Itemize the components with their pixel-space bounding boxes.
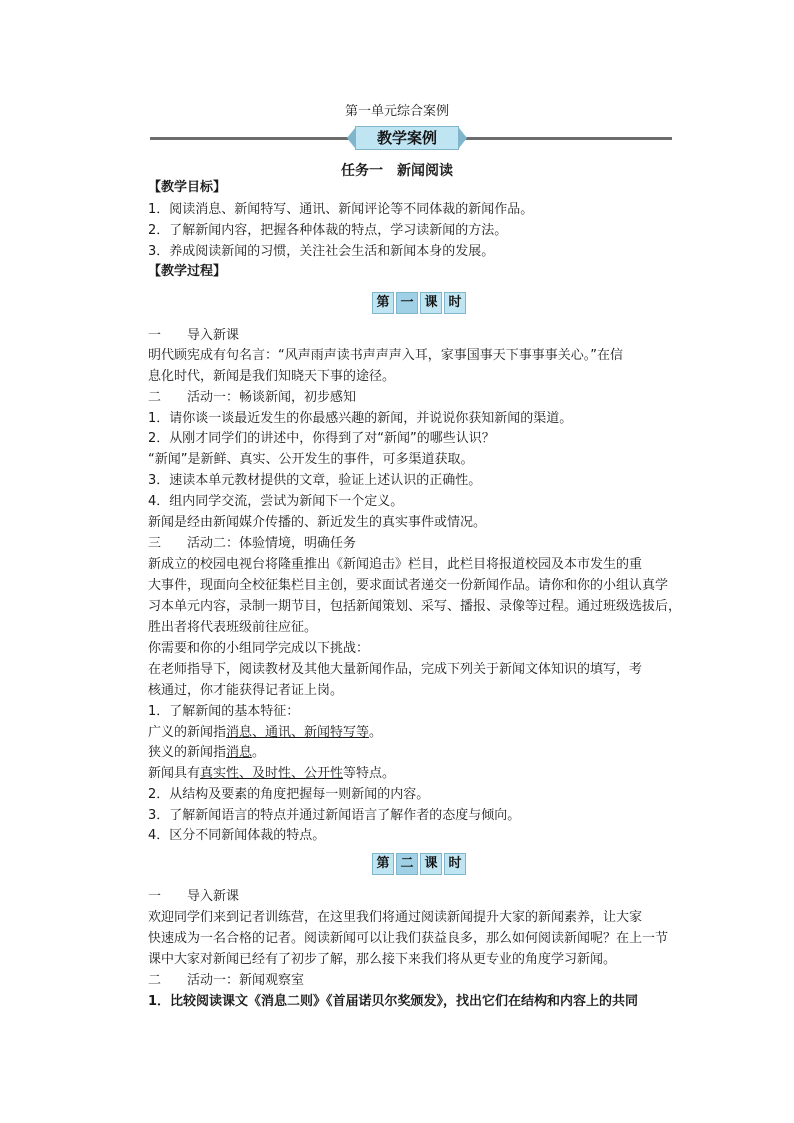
paragraph-line: 欢迎同学们来到记者训练营，在这里我们将通过阅读新闻提升大家的新闻素养，让大家 — [148, 910, 643, 925]
lesson-2-badge — [372, 853, 466, 875]
paragraph-line: 快速成为一名合格的记者。阅读新闻可以让我们获益良多，那么如何阅读新闻呢？在上一节 — [148, 931, 669, 946]
knowledge-item: 1．了解新闻的基本特征： — [148, 704, 300, 719]
knowledge-item: 4．区分不同新闻体裁的特点。 — [148, 828, 326, 843]
fill-in-prefix: 广义的新闻指 — [148, 725, 227, 740]
paragraph-line: 明代顾宪成有句名言：“风声雨声读书声声声入耳，家事国事天下事事事关心。”在信 — [148, 348, 623, 363]
lesson-badge-char: 时 — [444, 292, 466, 314]
banner-left-arrow — [347, 128, 355, 148]
lesson-badge-char: 一 — [396, 292, 418, 314]
fill-in-suffix: 。 — [252, 745, 266, 760]
paragraph-line: 新成立的校园电视台将隆重推出《新闻追击》栏目，此栏目将报道校园及本市发生的重 — [148, 557, 643, 572]
section-heading: 三 活动二：体验情境，明确任务 — [148, 536, 357, 551]
goals-heading: 【教学目标】 — [148, 180, 227, 195]
question-item: 1．比较阅读课文《消息二则》《首届诺贝尔奖颁发》，找出它们在结构和内容上的共同 — [148, 994, 639, 1009]
question-item: 1．请你谈一谈最近发生的你最感兴趣的新闻，并说说你获知新闻的渠道。 — [148, 411, 573, 426]
lesson-badge-char: 课 — [420, 853, 442, 875]
fill-in-answer: 消息 — [226, 745, 253, 760]
banner-right-arrow — [459, 128, 467, 148]
section-banner — [150, 126, 672, 152]
paragraph-line: 课中大家对新闻已经有了初步了解，那么接下来我们将从更专业的角度学习新闻。 — [148, 952, 617, 967]
task-title: 任务一 新闻阅读 — [341, 163, 453, 179]
lesson-badge-char: 第 — [372, 292, 394, 314]
knowledge-item: 3．了解新闻语言的特点并通过新闻语言了解作者的态度与倾向。 — [148, 808, 521, 823]
section-heading: 二 活动一：新闻观察室 — [148, 973, 305, 988]
fill-in-answer: 消息、通讯、新闻特写等 — [226, 725, 370, 740]
question-item: 3．速读本单元教材提供的文章，验证上述认识的正确性。 — [148, 473, 482, 488]
goal-item: 1．阅读消息、新闻特写、通讯、新闻评论等不同体裁的新闻作品。 — [148, 202, 534, 217]
section-heading: 二 活动一：畅谈新闻，初步感知 — [148, 390, 357, 405]
unit-title: 第一单元综合案例 — [344, 104, 449, 119]
fill-in-prefix: 新闻具有 — [148, 766, 201, 781]
lesson-badge-char: 二 — [396, 853, 418, 875]
paragraph-line: 核通过，你才能获得记者证上岗。 — [148, 683, 344, 698]
goal-item: 3．养成阅读新闻的习惯，关注社会生活和新闻本身的发展。 — [148, 244, 495, 259]
paragraph-line: 胜出者将代表班级前往应征。 — [148, 620, 318, 635]
lesson-badge-char: 时 — [444, 853, 466, 875]
paragraph-line: 大事件，现面向全校征集栏目主创，要求面试者递交一份新闻作品。请你和你的小组认真学 — [148, 578, 669, 593]
fill-in-suffix: 。 — [369, 725, 383, 740]
question-item: 2．从刚才同学们的讲述中，你得到了对“新闻”的哪些认识？ — [148, 431, 495, 446]
paragraph-line: 在老师指导下，阅读教材及其他大量新闻作品，完成下列关于新闻文体知识的填写，考 — [148, 662, 643, 677]
process-heading: 【教学过程】 — [148, 264, 227, 279]
section-heading: 一 导入新课 — [148, 889, 240, 904]
lesson-badge-char: 课 — [420, 292, 442, 314]
fill-in-line — [148, 723, 382, 743]
knowledge-item: 2．从结构及要素的角度把握每一则新闻的内容。 — [148, 787, 430, 802]
fill-in-line — [148, 764, 395, 784]
question-item: 4．组内同学交流，尝试为新闻下一个定义。 — [148, 494, 404, 509]
section-heading: 一 导入新课 — [148, 328, 240, 343]
paragraph-line: 息化时代，新闻是我们知晓天下事的途径。 — [148, 369, 396, 384]
fill-in-answer: 真实性、及时性、公开性 — [200, 766, 344, 781]
fill-in-suffix: 等特点。 — [343, 766, 396, 781]
fill-in-prefix: 狭义的新闻指 — [148, 745, 227, 760]
banner-label: 教学案例 — [355, 126, 459, 150]
goal-item: 2．了解新闻内容，把握各种体裁的特点，学习读新闻的方法。 — [148, 223, 508, 238]
lesson-1-badge — [372, 292, 466, 314]
definition-line: 新闻是经由新闻媒介传播的、新近发生的真实事件或情况。 — [148, 515, 487, 530]
lesson-badge-char: 第 — [372, 853, 394, 875]
answer-line: “新闻”是新鲜、真实、公开发生的事件，可多渠道获取。 — [148, 452, 474, 467]
fill-in-line — [148, 743, 265, 763]
paragraph-line: 习本单元内容，录制一期节目，包括新闻策划、采写、播报、录像等过程。通过班级选拔后， — [148, 599, 682, 614]
paragraph-line: 你需要和你的小组同学完成以下挑战： — [148, 641, 370, 656]
